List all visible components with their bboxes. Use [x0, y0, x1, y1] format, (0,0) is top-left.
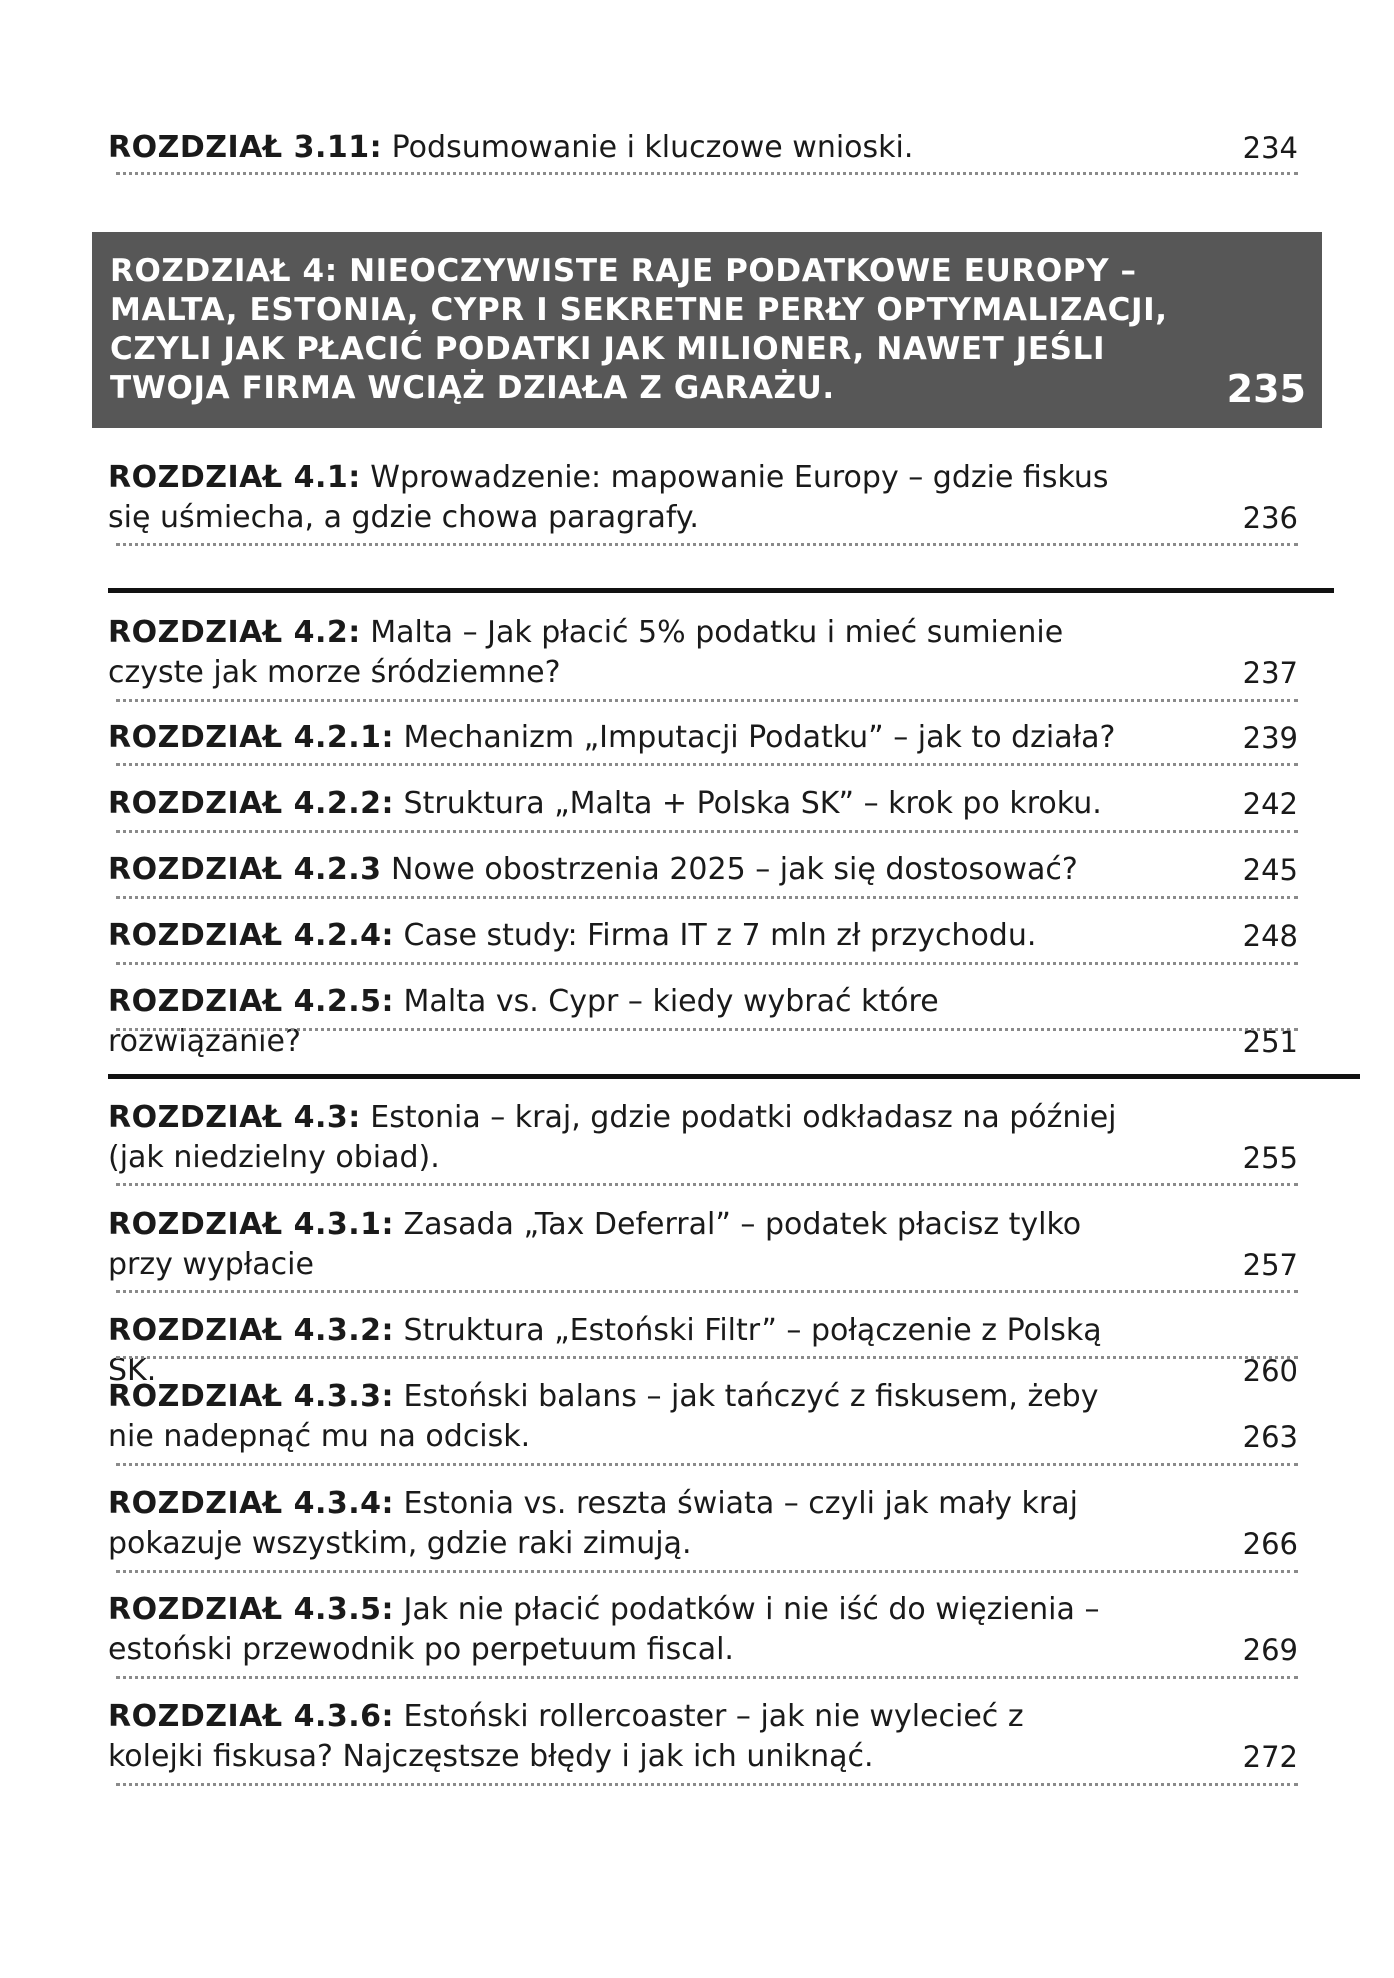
- toc-entry-title: Struktura „Estoński Filtr” – połączenie z Polską SK.: [108, 1313, 1102, 1388]
- toc-entry-title: Case study: Firma IT z 7 mln zł przychodu.: [394, 918, 1037, 953]
- toc-entry-label: ROZDZIAŁ 4.1:: [108, 460, 361, 495]
- toc-entry-page: 251: [1242, 1025, 1298, 1059]
- toc-entry-label: ROZDZIAŁ 3.11:: [108, 130, 383, 165]
- toc-entry-4-3-3[interactable]: [108, 1377, 1298, 1457]
- toc-entry-page: 257: [1242, 1248, 1298, 1282]
- toc-entry-page: 245: [1242, 853, 1298, 887]
- toc-entry-label: ROZDZIAŁ 4.3:: [108, 1100, 361, 1135]
- toc-entry-title: Podsumowanie i kluczowe wnioski.: [382, 130, 914, 165]
- toc-entry-title: Estonia vs. reszta świata – czyli jak mały kraj pokazuje wszystkim, gdzie raki zimują.: [108, 1486, 1078, 1561]
- dotted-leader: [116, 1290, 1298, 1293]
- dotted-leader: [116, 896, 1298, 899]
- toc-entry-4-3-6[interactable]: [108, 1697, 1298, 1777]
- toc-entry-label: ROZDZIAŁ 4.2.2:: [108, 786, 395, 821]
- toc-entry-4-1[interactable]: [108, 458, 1298, 538]
- toc-entry-4-2[interactable]: [108, 613, 1298, 693]
- toc-entry-label: ROZDZIAŁ 4.3.3:: [108, 1379, 395, 1414]
- toc-entry-title: Jak nie płacić podatków i nie iść do więzienia – estoński przewodnik po perpetuum fiscal.: [108, 1592, 1100, 1667]
- section-rule: [108, 588, 1334, 593]
- toc-entry-title: Estonia – kraj, gdzie podatki odkładasz na później (jak niedzielny obiad).: [108, 1100, 1117, 1175]
- toc-entry-3-11[interactable]: [108, 128, 1298, 168]
- toc-entry-text: [108, 1205, 1118, 1285]
- toc-entry-4-2-4[interactable]: [108, 916, 1298, 956]
- dotted-leader: [116, 1676, 1298, 1679]
- chapter-4-page: 235: [1226, 367, 1306, 411]
- chapter-4-title: ROZDZIAŁ 4: NIEOCZYWISTE RAJE PODATKOWE EUROPY – MALTA, ESTONIA, CYPR I SEKRETNE PERŁY OPTYMALIZACJI, CZYLI JAK PŁACIĆ PODATKI JAK MILIONER, NAWET JEŚLI TWOJA FIRMA WCIĄŻ DZIAŁA Z GARAŻU.: [110, 253, 1168, 406]
- dotted-leader: [116, 1356, 1298, 1359]
- toc-entry-text: [108, 1377, 1118, 1457]
- toc-entry-title: Wprowadzenie: mapowanie Europy – gdzie fiskus się uśmiecha, a gdzie chowa paragrafy.: [108, 460, 1109, 535]
- toc-entry-label: ROZDZIAŁ 4.2.1:: [108, 720, 395, 755]
- toc-entry-4-3-1[interactable]: [108, 1205, 1298, 1285]
- toc-entry-title: Estoński balans – jak tańczyć z fiskusem, żeby nie nadepnąć mu na odcisk.: [108, 1379, 1099, 1454]
- toc-entry-page: 255: [1242, 1141, 1298, 1175]
- toc-entry-title: Estoński rollercoaster – jak nie wylecieć z kolejki fiskusa? Najczęstsze błędy i jak ich uniknąć.: [108, 1699, 1024, 1774]
- dotted-leader: [116, 172, 1298, 175]
- toc-entry-page: 236: [1242, 501, 1298, 535]
- toc-entry-title: Malta vs. Cypr – kiedy wybrać które rozwiązanie?: [108, 984, 939, 1059]
- toc-entry-label: ROZDZIAŁ 4.3.4:: [108, 1486, 395, 1521]
- dotted-leader: [116, 1570, 1298, 1573]
- toc-entry-page: 266: [1242, 1527, 1298, 1561]
- toc-entry-label: ROZDZIAŁ 4.2:: [108, 615, 361, 650]
- toc-entry-text: [108, 1484, 1118, 1564]
- dotted-leader: [116, 1028, 1298, 1031]
- toc-entry-page: 272: [1242, 1740, 1298, 1774]
- dotted-leader: [116, 543, 1298, 546]
- toc-entry-4-3-4[interactable]: [108, 1484, 1298, 1564]
- toc-entry-page: 260: [1242, 1354, 1298, 1388]
- toc-entry-title: Mechanizm „Imputacji Podatku” – jak to działa?: [394, 720, 1116, 755]
- dotted-leader: [116, 699, 1298, 702]
- toc-entry-page: 242: [1242, 787, 1298, 821]
- toc-entry-page: 234: [1242, 131, 1298, 165]
- toc-entry-text: [108, 850, 1118, 890]
- dotted-leader: [116, 830, 1298, 833]
- dotted-leader: [116, 1463, 1298, 1466]
- toc-entry-text: [108, 1590, 1118, 1670]
- toc-entry-text: [108, 1098, 1118, 1178]
- toc-entry-page: 239: [1242, 721, 1298, 755]
- toc-entry-4-2-5[interactable]: [108, 982, 1298, 1062]
- toc-entry-4-2-1[interactable]: [108, 718, 1298, 758]
- toc-entry-page: 269: [1242, 1633, 1298, 1667]
- toc-entry-title: Nowe obostrzenia 2025 – jak się dostosować?: [381, 852, 1078, 887]
- toc-entry-text: [108, 458, 1118, 538]
- dotted-leader: [116, 962, 1298, 965]
- toc-entry-title: Malta – Jak płacić 5% podatku i mieć sumienie czyste jak morze śródziemne?: [108, 615, 1064, 690]
- toc-entry-4-3-5[interactable]: [108, 1590, 1298, 1670]
- toc-entry-label: ROZDZIAŁ 4.2.4:: [108, 918, 395, 953]
- toc-entry-text: [108, 784, 1118, 824]
- dotted-leader: [116, 1783, 1298, 1786]
- toc-entry-text: [108, 613, 1118, 693]
- toc-entry-4-3[interactable]: [108, 1098, 1298, 1178]
- toc-entry-text: [108, 1697, 1118, 1777]
- toc-entry-label: ROZDZIAŁ 4.3.2:: [108, 1313, 395, 1348]
- toc-entry-text: [108, 718, 1118, 758]
- toc-entry-4-2-3[interactable]: [108, 850, 1298, 890]
- toc-entry-text: [108, 916, 1118, 956]
- dotted-leader: [116, 1183, 1298, 1186]
- toc-entry-text: [108, 128, 1118, 168]
- toc-entry-page: 237: [1242, 656, 1298, 690]
- toc-entry-label: ROZDZIAŁ 4.3.1:: [108, 1207, 395, 1242]
- toc-entry-text: [108, 982, 1118, 1062]
- toc-entry-page: 248: [1242, 919, 1298, 953]
- toc-entry-4-2-2[interactable]: [108, 784, 1298, 824]
- section-rule: [108, 1074, 1360, 1079]
- toc-entry-title: Struktura „Malta + Polska SK” – krok po kroku.: [394, 786, 1102, 821]
- chapter-4-banner[interactable]: [92, 232, 1322, 428]
- toc-entry-title: Zasada „Tax Deferral” – podatek płacisz tylko przy wypłacie: [108, 1207, 1082, 1282]
- toc-entry-page: 263: [1242, 1420, 1298, 1454]
- toc-entry-label: ROZDZIAŁ 4.3.5:: [108, 1592, 395, 1627]
- dotted-leader: [116, 763, 1298, 766]
- toc-entry-label: ROZDZIAŁ 4.2.3: [108, 852, 382, 887]
- toc-entry-label: ROZDZIAŁ 4.2.5:: [108, 984, 395, 1019]
- toc-entry-label: ROZDZIAŁ 4.3.6:: [108, 1699, 395, 1734]
